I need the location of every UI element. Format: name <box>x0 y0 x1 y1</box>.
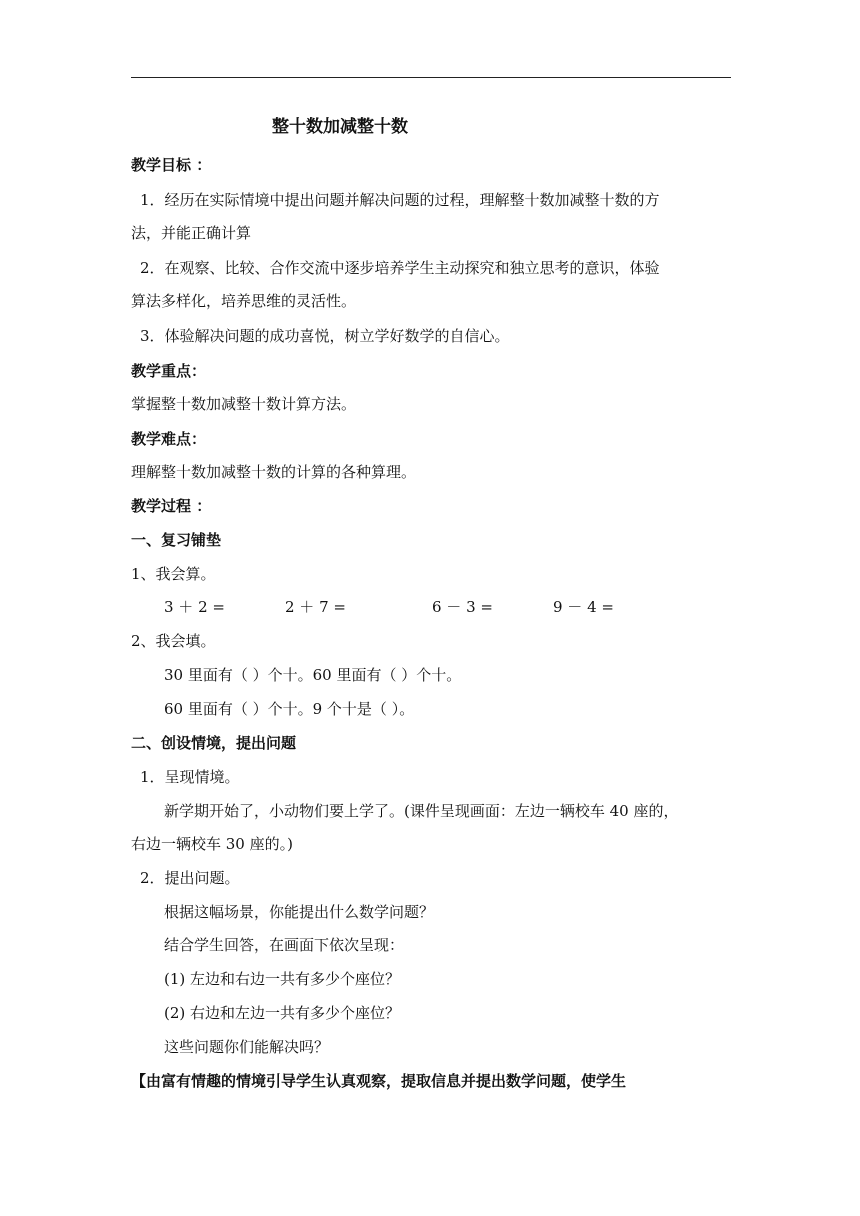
objectives-heading: 教学目标 ： <box>131 156 212 174</box>
key-point-text: 掌握整十数加减整十数计算方法。 <box>131 395 357 413</box>
section-1-heading: 一、复习铺垫 <box>131 531 222 549</box>
page-title: 整十数加减整十数 <box>272 117 408 137</box>
objective-1-line-1: 1．经历在实际情境中提出问题并解决问题的过程，理解整十数加减整十数的方 <box>140 191 660 209</box>
objective-3: 3．体验解决问题的成功喜悦，树立学好数学的自信心。 <box>140 327 510 345</box>
difficulty-text: 理解整十数加减整十数的计算的各种算理。 <box>131 463 417 481</box>
calculation-item: 3 ＋ 2 = <box>164 598 225 616</box>
step-2: 2．提出问题。 <box>140 869 240 887</box>
process-heading: 教学过程 ： <box>131 497 212 515</box>
calculation-item: 6 － 3 = <box>432 598 493 616</box>
header-rule <box>131 77 731 78</box>
objective-1-line-2: 法，并能正确计算 <box>131 224 252 242</box>
calculation-item: 2 ＋ 7 = <box>285 598 346 616</box>
calculation-row <box>164 597 724 617</box>
fill-line-1: 30 里面有（ ）个十。60 里面有（ ）个十。 <box>164 666 462 684</box>
problem-2: (2) 右边和左边一共有多少个座位？ <box>164 1004 401 1022</box>
objective-2-line-1: 2．在观察、比较、合作交流中逐步培养学生主动探究和独立思考的意识，体验 <box>140 259 660 277</box>
problem-1: (1) 左边和右边一共有多少个座位？ <box>164 970 401 988</box>
present-text: 结合学生回答，在画面下依次呈现： <box>164 936 405 954</box>
key-point-heading: 教学重点： <box>131 362 207 380</box>
ask-text: 根据这幅场景，你能提出什么数学问题？ <box>164 903 435 921</box>
section-2-heading: 二、创设情境，提出问题 <box>131 734 297 752</box>
teaching-note: 【由富有情趣的情境引导学生认真观察，提取信息并提出数学问题，使学生 <box>131 1072 627 1090</box>
calculation-item: 9 － 4 = <box>553 598 614 616</box>
scene-line-2: 右边一辆校车 30 座的。) <box>131 835 293 853</box>
question-1: 1、我会算。 <box>131 565 216 583</box>
can-solve-text: 这些问题你们能解决吗？ <box>164 1038 330 1056</box>
objective-2-line-2: 算法多样化，培养思维的灵活性。 <box>131 292 357 310</box>
scene-line-1: 新学期开始了，小动物们要上学了。(课件呈现画面：左边一辆校车 40 座的， <box>164 802 679 820</box>
question-2: 2、我会填。 <box>131 632 216 650</box>
fill-line-2: 60 里面有（ ）个十。9 个十是（ ）。 <box>164 700 415 718</box>
step-1: 1．呈现情境。 <box>140 768 240 786</box>
difficulty-heading: 教学难点： <box>131 430 207 448</box>
